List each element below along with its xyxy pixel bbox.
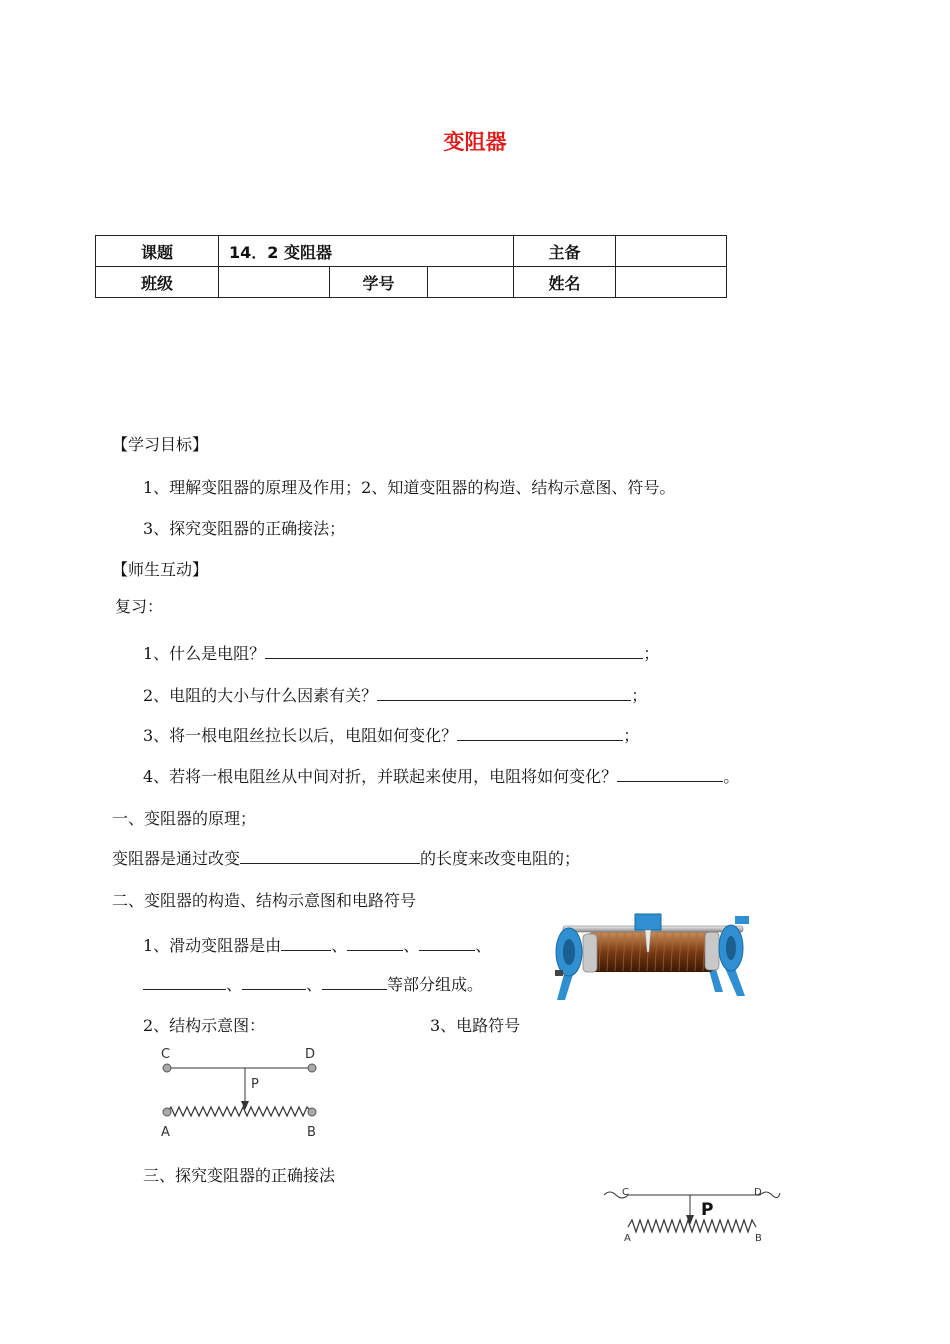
label-b: B (755, 1233, 762, 1244)
answer-4-blank[interactable] (617, 765, 723, 782)
objectives-heading: 【学习目标】 (112, 435, 209, 454)
review-label: 复习： (115, 597, 164, 616)
component-blank-6[interactable] (322, 973, 387, 990)
question-3-text: 3、将一根电阻丝拉长以后，电阻如何变化？ (143, 726, 458, 745)
question-3-end: ； (623, 726, 640, 745)
student-no-value[interactable] (428, 267, 514, 298)
label-c: C (622, 1187, 629, 1198)
component-blank-2[interactable] (347, 934, 403, 951)
label-b: B (307, 1125, 316, 1140)
label-p: P (251, 1077, 259, 1092)
question-4-end: 。 (723, 767, 740, 786)
separator: 、 (403, 936, 420, 955)
component-blank-1[interactable] (281, 934, 331, 951)
objective-1: 1、理解变阻器的原理及作用；2、知道变阻器的构造、结构示意图、符号。 (143, 478, 676, 497)
question-1-end: ； (643, 644, 660, 663)
preparer-value[interactable] (616, 236, 727, 267)
class-value[interactable] (219, 267, 330, 298)
section-1-text-after: 的长度来改变电阻的； (420, 849, 581, 868)
section-2-heading: 二、变阻器的构造、结构示意图和电路符号 (112, 891, 417, 910)
student-no-label: 学号 (330, 267, 428, 298)
structure-diagram-label: 2、结构示意图： (143, 1016, 266, 1035)
principle-blank[interactable] (240, 847, 420, 864)
answer-2-blank[interactable] (377, 684, 631, 701)
question-1 (143, 641, 659, 664)
components-end: 等部分组成。 (387, 975, 484, 994)
objective-2: 3、探究变阻器的正确接法； (143, 519, 346, 538)
label-c: C (161, 1047, 171, 1062)
circuit-symbol-label: 3、电路符号 (430, 1016, 521, 1035)
question-4-text: 4、若将一根电阻丝从中间对折，并联起来使用，电阻将如何变化？ (143, 767, 618, 786)
separator: 、 (475, 936, 492, 955)
question-2-text: 2、电阻的大小与什么因素有关？ (143, 686, 378, 705)
section-1-text-before: 变阻器是通过改变 (112, 849, 241, 868)
class-label: 班级 (96, 267, 219, 298)
section-1-statement (112, 846, 580, 869)
label-a: A (161, 1125, 170, 1140)
terminal-d (308, 1064, 316, 1072)
components-intro: 1、滑动变阻器是由 (143, 936, 282, 955)
name-label: 姓名 (514, 267, 616, 298)
label-d: D (754, 1187, 762, 1198)
name-value[interactable] (616, 267, 727, 298)
component-blank-3[interactable] (419, 934, 475, 951)
component-blank-5[interactable] (242, 973, 306, 990)
resistance-wire (628, 1220, 756, 1232)
label-a: A (624, 1233, 631, 1244)
component-blank-4[interactable] (143, 973, 226, 990)
label-d: D (305, 1047, 316, 1062)
separator: 、 (331, 936, 348, 955)
resistance-wire (167, 1107, 312, 1116)
components-line-2 (143, 972, 483, 995)
answer-1-blank[interactable] (265, 642, 643, 659)
connection-diagram (600, 1183, 785, 1245)
question-4 (143, 764, 739, 787)
terminal-b (308, 1108, 316, 1116)
terminal-a (163, 1108, 171, 1116)
page-title: 变阻器 (443, 130, 507, 154)
question-2 (143, 683, 647, 706)
components-line-1 (143, 933, 491, 956)
interaction-heading: 【师生互动】 (112, 560, 209, 579)
wire-end-d (760, 1192, 780, 1198)
separator: 、 (306, 975, 323, 994)
separator: 、 (226, 975, 243, 994)
info-table (95, 235, 727, 298)
slide-rheostat-image (545, 908, 760, 1013)
structure-diagram (155, 1040, 330, 1140)
topic-label: 课题 (96, 236, 219, 267)
preparer-label: 主备 (514, 236, 616, 267)
section-1-heading: 一、变阻器的原理； (112, 809, 257, 828)
question-2-end: ； (631, 686, 648, 705)
topic-value: 14．2 变阻器 (219, 236, 514, 267)
terminal-c (163, 1064, 171, 1072)
question-3 (143, 723, 639, 746)
label-p: P (701, 1200, 714, 1220)
section-3-heading: 三、探究变阻器的正确接法 (143, 1166, 336, 1185)
answer-3-blank[interactable] (457, 724, 623, 741)
question-1-text: 1、什么是电阻？ (143, 644, 266, 663)
